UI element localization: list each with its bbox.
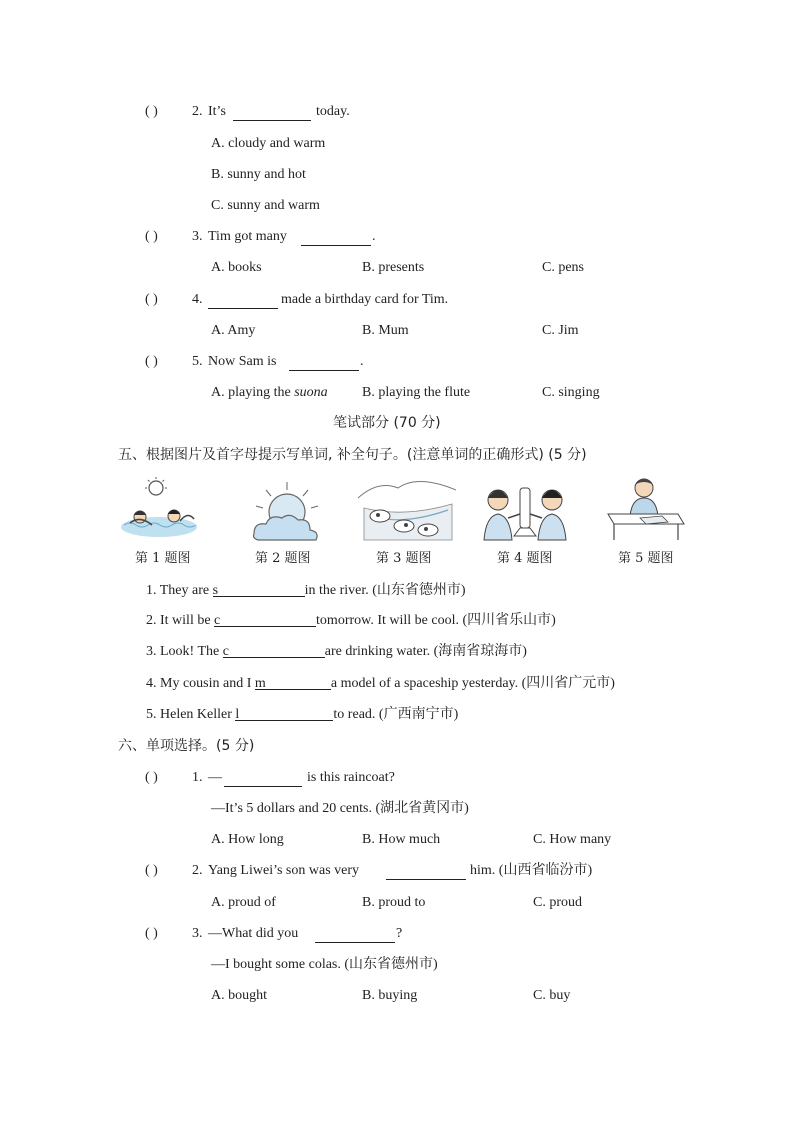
fill-item-3 (146, 643, 527, 661)
option-c: C. sunny and warm (211, 198, 320, 213)
fill-letter: c (222, 644, 229, 659)
option-c: C. singing (542, 385, 600, 400)
section5-title: 五、根据图片及首字母提示写单词, 补全句子。(注意单词的正确形式) (5 分) (118, 447, 587, 463)
option-c: C. Jim (542, 323, 579, 338)
fill-lead: 5. Helen Keller (146, 707, 236, 722)
option-c: C. How many (533, 832, 612, 847)
option-a: A. books (211, 260, 262, 275)
option-b: B. proud to (362, 895, 426, 910)
option-a: A. How long (211, 832, 284, 847)
option-a: A. cloudy and warm (211, 136, 326, 151)
answer-paren[interactable]: ( ) (145, 354, 158, 369)
answer-paren[interactable]: ( ) (145, 926, 158, 941)
question-text: —What did you (208, 926, 299, 941)
option-c: C. pens (542, 260, 584, 275)
answer-blank[interactable] (386, 865, 466, 880)
option-b: B. How much (362, 832, 441, 847)
option-a (211, 384, 328, 402)
model-making-picture (480, 480, 570, 542)
question-text-end: made a birthday card for Tim. (281, 292, 449, 307)
answer-blank[interactable] (233, 106, 311, 121)
option-a: A. bought (211, 988, 267, 1003)
dialogue-answer: —I bought some colas. (山东省德州市) (211, 957, 438, 972)
fill-rest: a model of a spaceship yesterday. (四川省广元市) (330, 676, 615, 691)
question-number: 3. (192, 926, 203, 941)
question-text-end: today. (316, 104, 350, 119)
question-text: Now Sam is (208, 354, 277, 369)
question-text-end: is this raincoat? (307, 770, 395, 785)
picture-caption-4: 第 4 题图 (497, 551, 553, 566)
question-number: 3. (192, 229, 203, 244)
question-number: 4. (192, 292, 203, 307)
fill-blank[interactable] (223, 643, 325, 658)
fill-letter: c (214, 613, 221, 628)
picture-caption-1: 第 1 题图 (135, 551, 191, 566)
answer-paren[interactable]: ( ) (145, 104, 158, 119)
reading-picture (604, 476, 688, 542)
fill-blank[interactable] (235, 706, 333, 721)
question-number: 2. (192, 104, 203, 119)
question-text: — (208, 770, 222, 785)
fill-rest: are drinking water. (海南省琼海市) (324, 644, 527, 659)
option-a: A. proud of (211, 895, 276, 910)
answer-paren[interactable]: ( ) (145, 863, 158, 878)
question-text: It’s (208, 104, 226, 119)
option-b: B. presents (362, 260, 425, 275)
written-part-heading: 笔试部分 (70 分) (333, 415, 441, 431)
fill-letter: l (235, 707, 240, 722)
fill-lead: 1. They are (146, 583, 213, 598)
option-b: B. sunny and hot (211, 167, 306, 182)
answer-paren[interactable]: ( ) (145, 770, 158, 785)
cows-picture (358, 478, 456, 544)
option-a: A. Amy (211, 323, 256, 338)
fill-blank[interactable] (213, 582, 305, 597)
fill-rest: tomorrow. It will be cool. (四川省乐山市) (316, 613, 556, 628)
fill-lead: 2. It will be (146, 613, 215, 628)
picture-caption-2: 第 2 题图 (255, 551, 311, 566)
section6-title: 六、单项选择。(5 分) (118, 738, 255, 754)
fill-rest: to read. (广西南宁市) (333, 707, 459, 722)
question-text: Tim got many (208, 229, 287, 244)
fill-item-4 (146, 675, 615, 693)
option-b: B. Mum (362, 323, 409, 338)
option-c: C. proud (533, 895, 582, 910)
answer-paren[interactable]: ( ) (145, 229, 158, 244)
question-text-end: him. (山西省临汾市) (470, 863, 593, 878)
fill-rest: in the river. (山东省德州市) (304, 583, 466, 598)
option-b: B. playing the flute (362, 385, 471, 400)
answer-blank[interactable] (224, 772, 302, 787)
answer-paren[interactable]: ( ) (145, 292, 158, 307)
fill-item-2 (146, 612, 556, 630)
option-c: C. buy (533, 988, 571, 1003)
cloudy-picture (248, 480, 326, 542)
answer-blank[interactable] (208, 294, 278, 309)
picture-caption-3: 第 3 题图 (376, 551, 432, 566)
fill-letter: m (254, 676, 266, 691)
question-text: Yang Liwei’s son was very (208, 863, 360, 878)
answer-blank[interactable] (315, 928, 395, 943)
option-a-italic: suona (294, 385, 328, 400)
picture-caption-5: 第 5 题图 (618, 551, 674, 566)
question-text-end: ? (396, 926, 403, 941)
fill-lead: 4. My cousin and I (146, 676, 255, 691)
answer-blank[interactable] (301, 231, 371, 246)
question-number: 5. (192, 354, 203, 369)
fill-blank[interactable] (255, 675, 331, 690)
fill-letter: s (212, 583, 219, 598)
dialogue-answer: —It’s 5 dollars and 20 cents. (湖北省黄冈市) (211, 801, 469, 816)
fill-item-1 (146, 582, 466, 600)
option-a-text: A. playing the (211, 385, 295, 400)
fill-lead: 3. Look! The (146, 644, 223, 659)
option-b: B. buying (362, 988, 418, 1003)
swimming-picture (118, 477, 200, 543)
question-text-end: . (372, 229, 376, 244)
question-number: 1. (192, 770, 203, 785)
fill-item-5 (146, 706, 458, 724)
fill-blank[interactable] (214, 612, 316, 627)
answer-blank[interactable] (289, 356, 359, 371)
question-number: 2. (192, 863, 203, 878)
question-text-end: . (360, 354, 364, 369)
